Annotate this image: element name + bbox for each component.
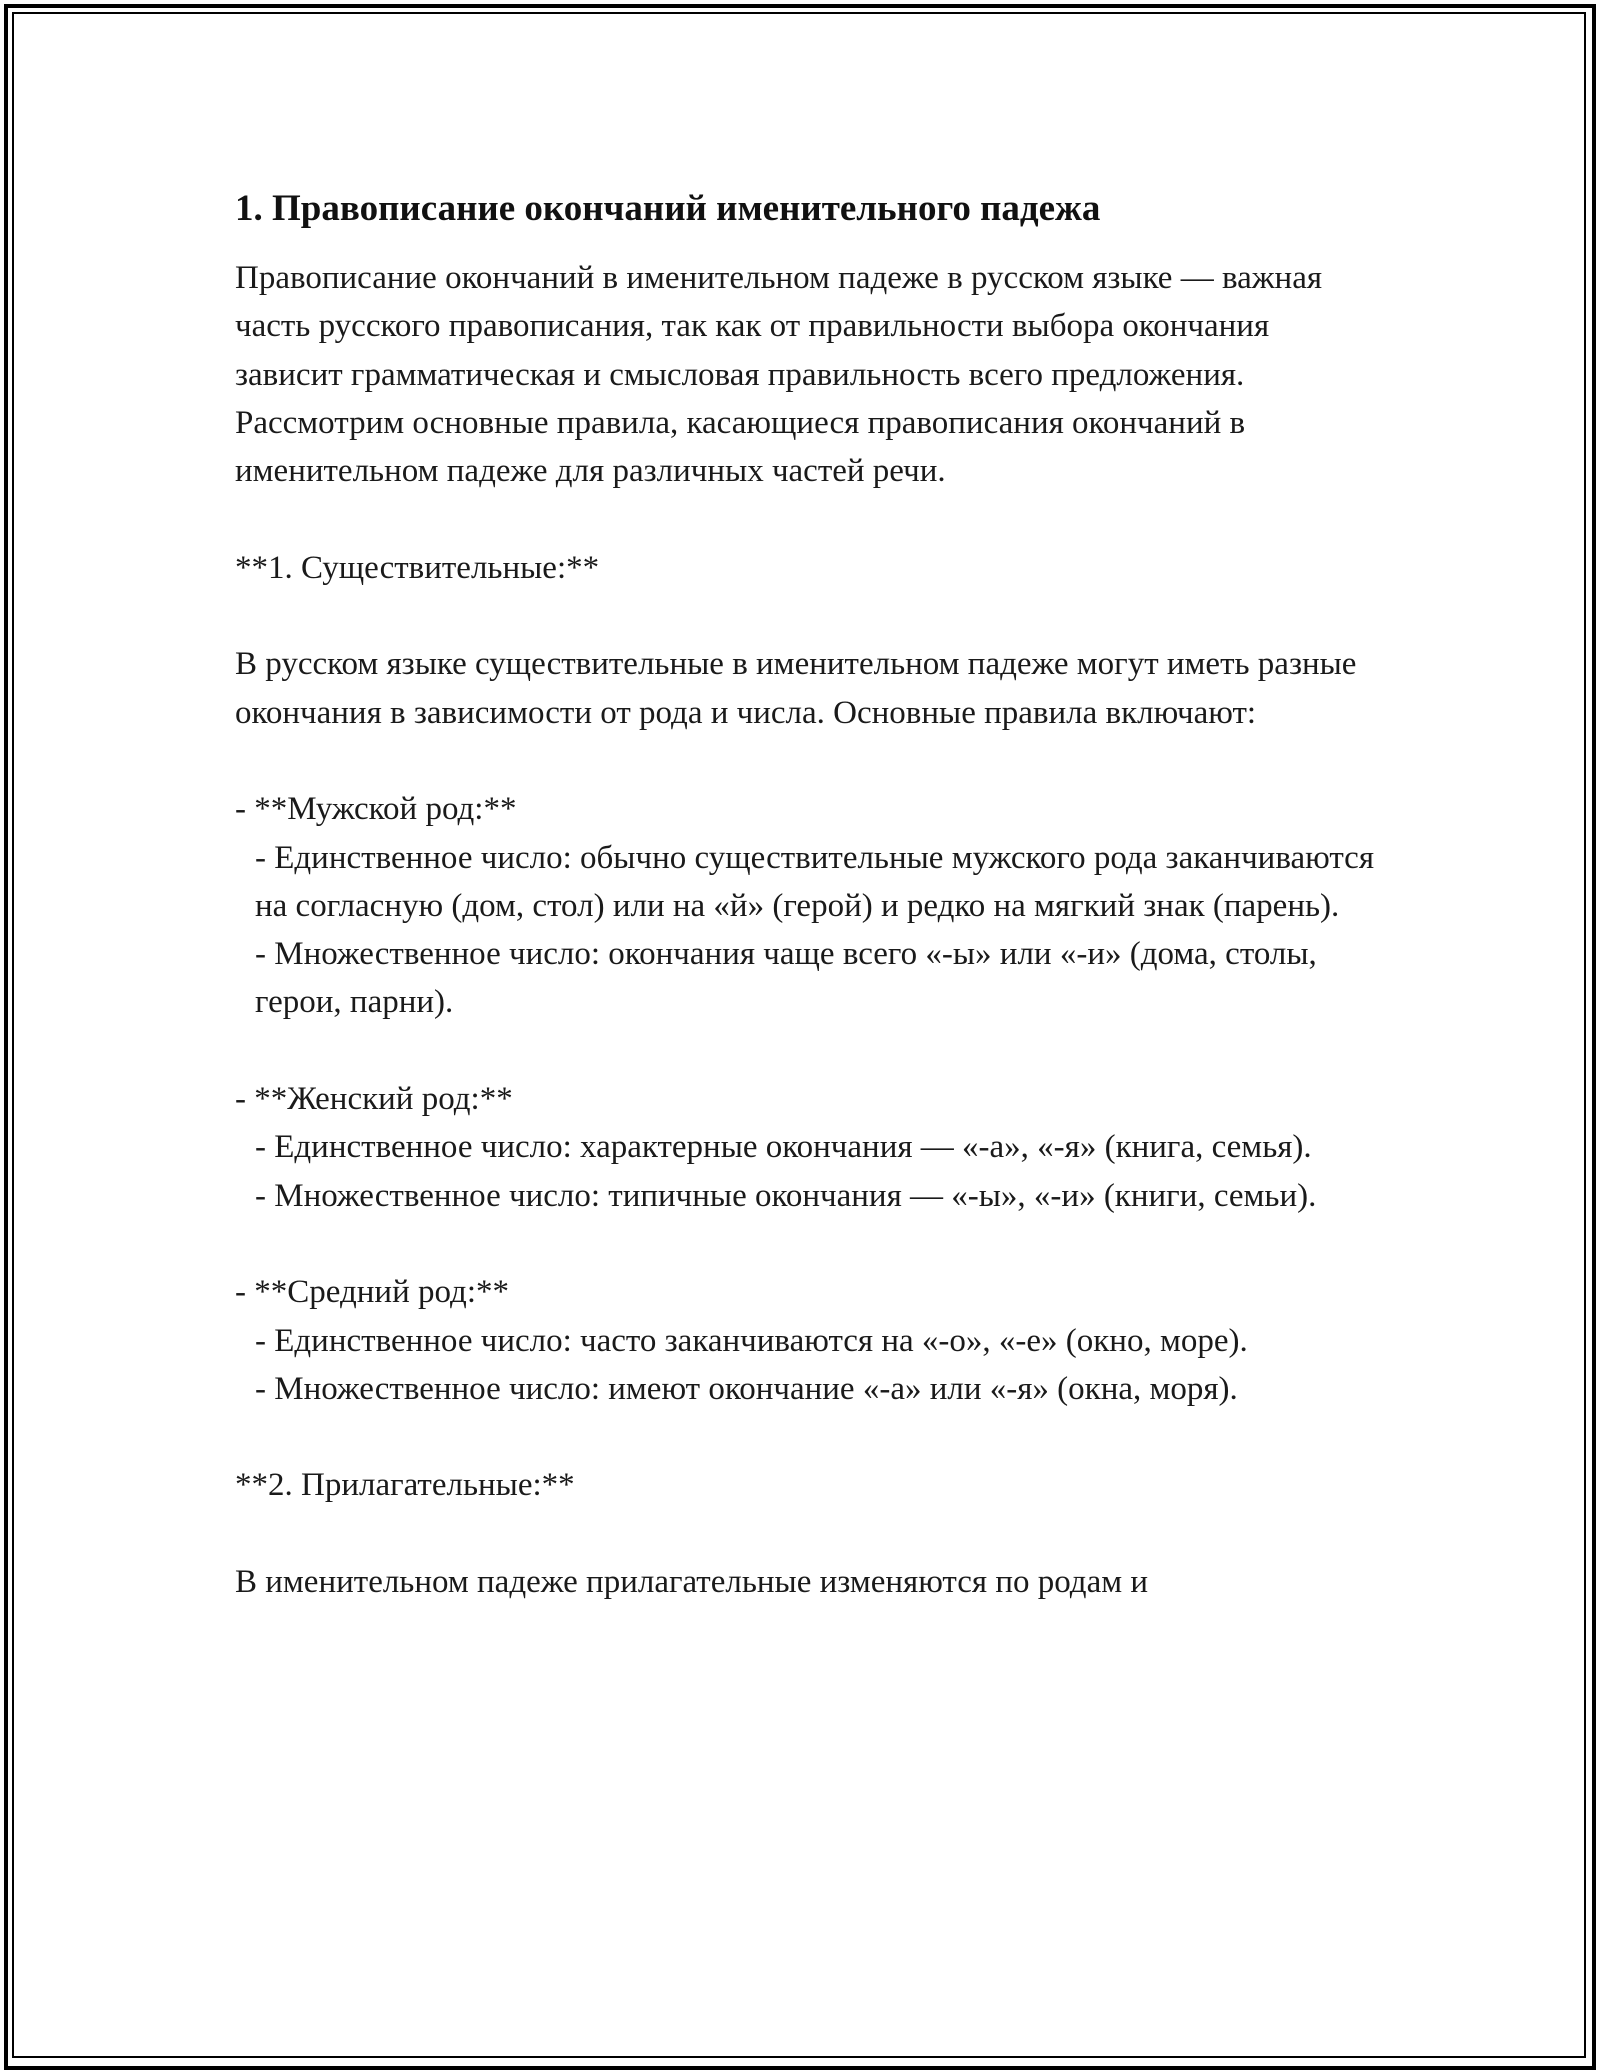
- section-1-intro: В русском языке существительные в именительном падеже могут иметь разные окончания в зависимости от рода и числа. Основные правила включают:: [235, 646, 1365, 731]
- feminine-plural-text: - Множественное число: типичные окончания — «-ы», «-и» (книги, семьи).: [255, 1177, 1317, 1214]
- neuter-singular: [235, 1317, 1385, 1365]
- feminine-singular: [235, 1123, 1385, 1171]
- masculine-label: - **Мужской род:**: [235, 791, 517, 828]
- spacer: [235, 495, 1385, 543]
- masculine-singular-text: - Единственное число: обычно существительные мужского рода заканчиваются на согласную (дом, стол) или на «й» (герой) и редко на мягкий знак (парень).: [255, 839, 1383, 924]
- spacer: [235, 592, 1385, 640]
- document-heading: 1. Правописание окончаний именительного падежа: [235, 188, 1101, 229]
- masculine-plural-text: - Множественное число: окончания чаще всего «-ы» или «-и» (дома, столы, герои, парни).: [255, 936, 1326, 1021]
- feminine-plural: [235, 1172, 1385, 1220]
- spacer: [235, 1510, 1385, 1558]
- masculine-plural: [235, 930, 1385, 1027]
- neuter-label: - **Средний род:**: [235, 1274, 509, 1311]
- neuter-plural: [235, 1365, 1385, 1413]
- intro-paragraph: Правописание окончаний в именительном падеже в русском языке — важная часть русского правописания, так как от правильности выбора окончания зависит грамматическая и смысловая правильность всего предложения. Рассмотрим основные правила, касающиеся правописания окончаний в именительном падеже для различных частей речи.: [235, 260, 1331, 490]
- feminine-label: - **Женский род:**: [235, 1081, 513, 1118]
- neuter-singular-text: - Единственное число: часто заканчиваются на «-о», «-е» (окно, море).: [255, 1322, 1248, 1359]
- spacer: [235, 737, 1385, 785]
- spacer: [235, 1027, 1385, 1075]
- section-2-title: **2. Прилагательные:**: [235, 1467, 575, 1504]
- feminine-singular-text: - Единственное число: характерные окончания — «-а», «-я» (книга, семья).: [255, 1129, 1312, 1166]
- spacer: [235, 1413, 1385, 1461]
- neuter-plural-text: - Множественное число: имеют окончание «-а» или «-я» (окна, моря).: [255, 1370, 1238, 1407]
- spacer: [235, 1220, 1385, 1268]
- section-2-intro: В именительном падеже прилагательные изменяются по родам и: [235, 1564, 1149, 1601]
- section-1-title: **1. Существительные:**: [235, 549, 600, 586]
- document-body: [235, 185, 1385, 1606]
- masculine-singular: [235, 834, 1385, 931]
